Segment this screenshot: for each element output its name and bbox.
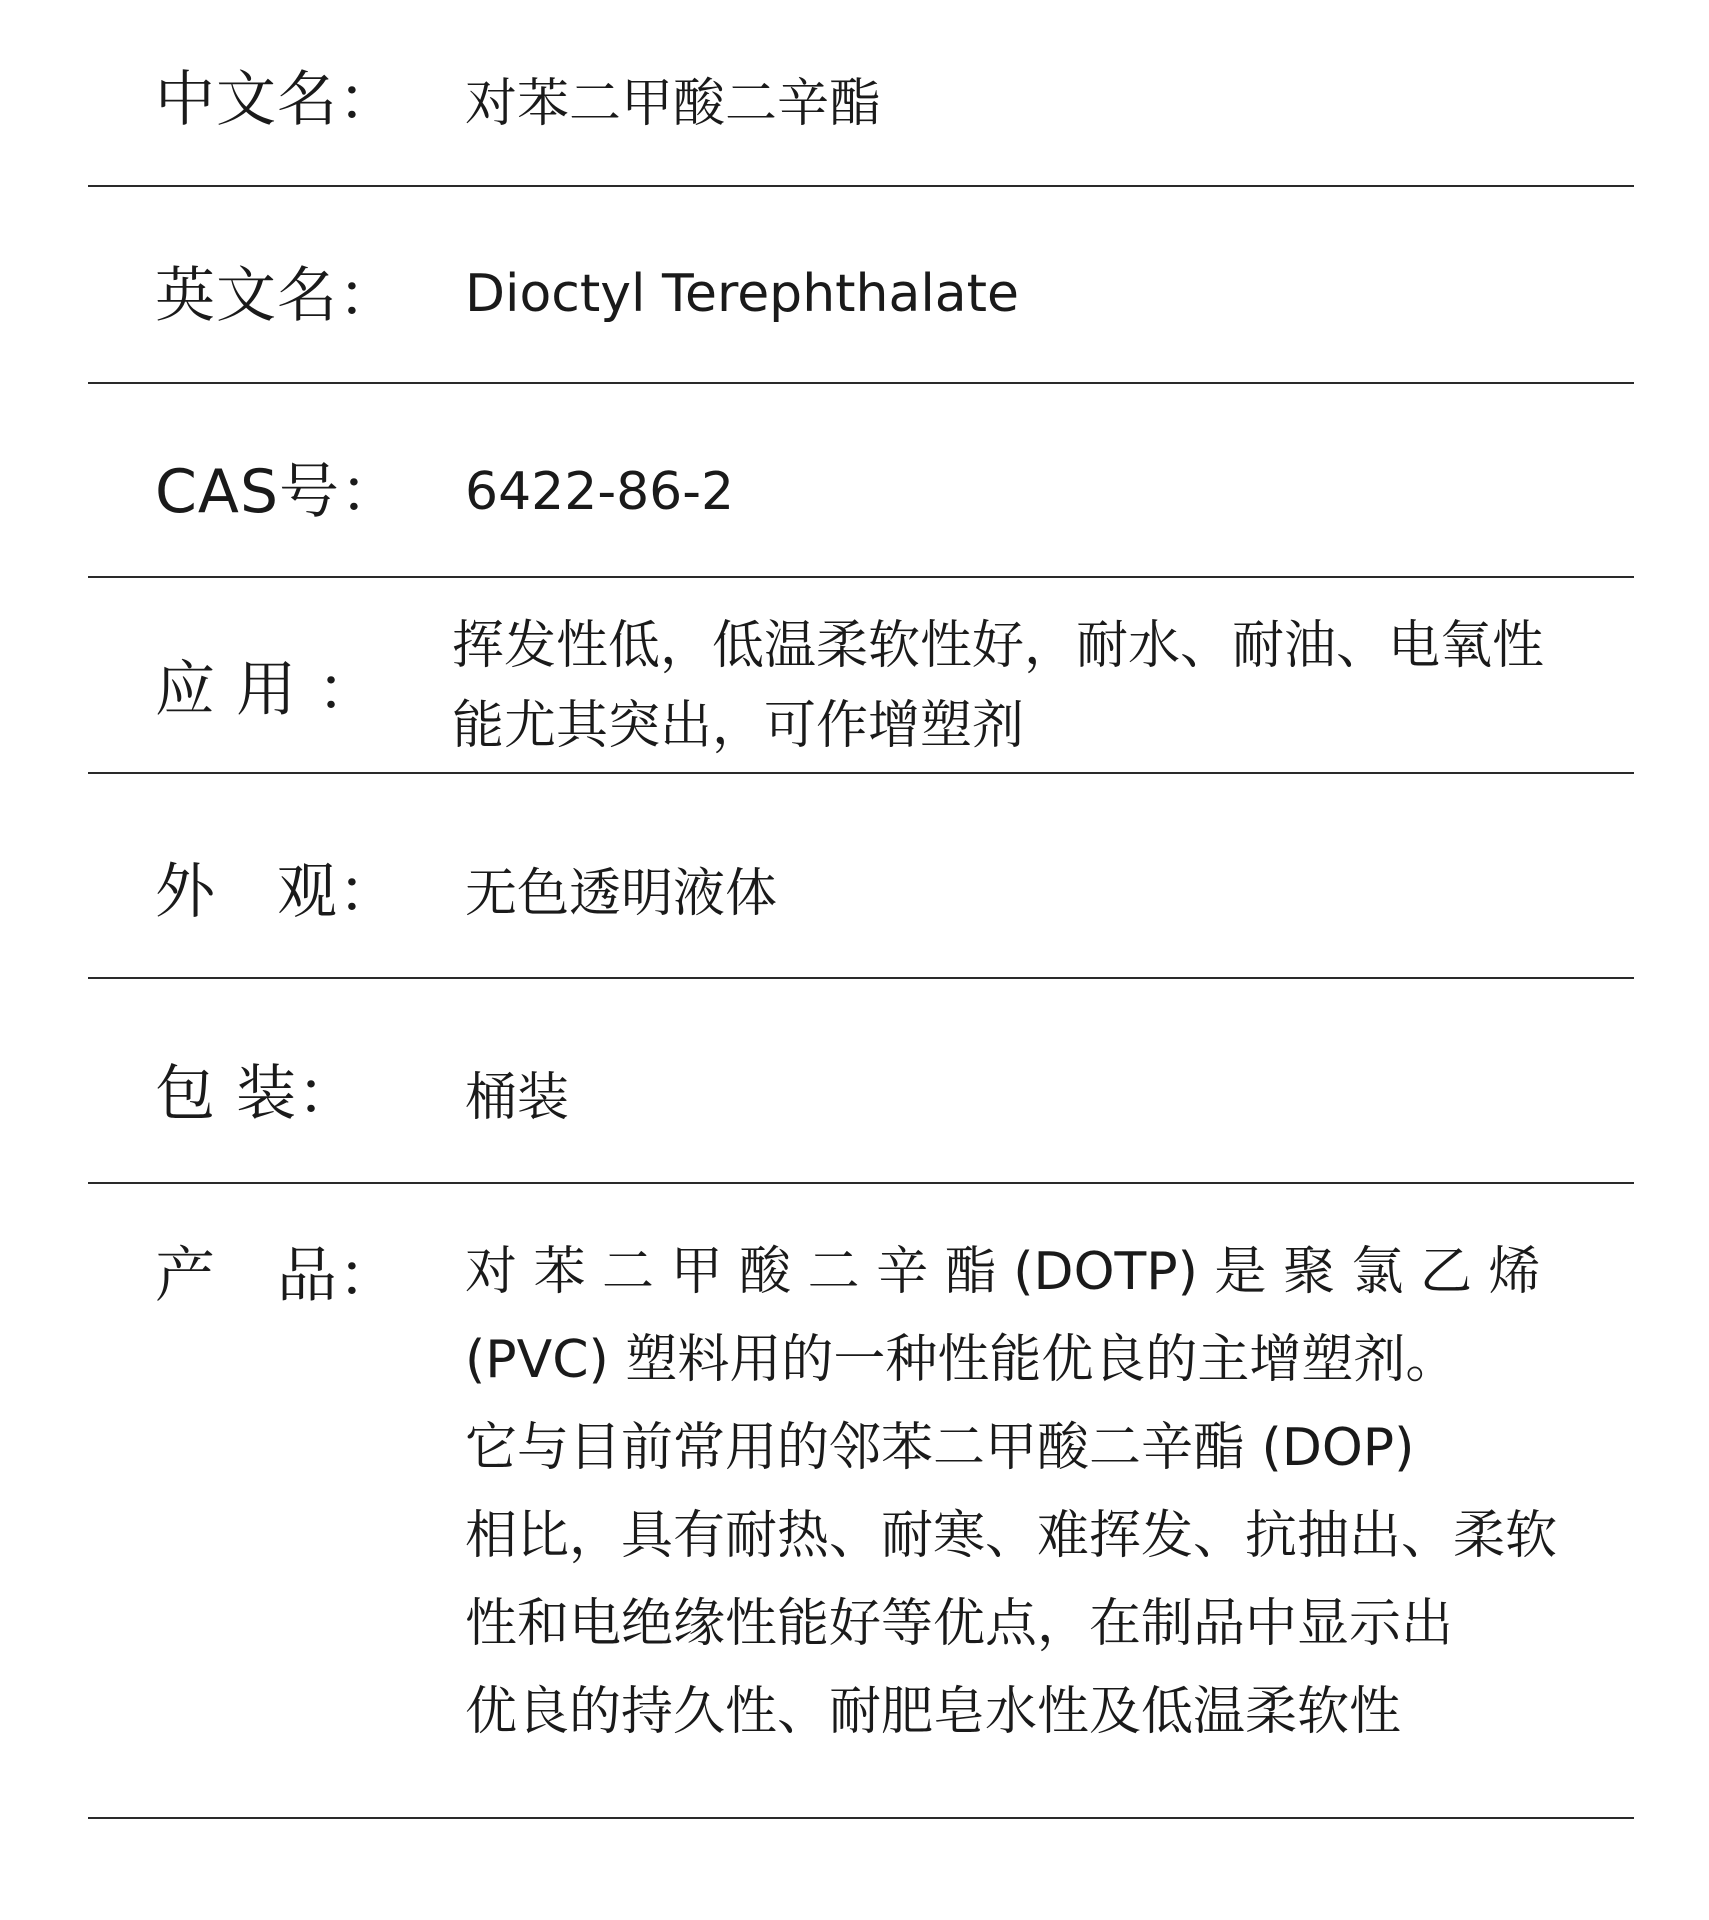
field-value-packaging: 桶装 — [465, 1068, 570, 1128]
field-label-packaging: 包 装： — [155, 1059, 359, 1129]
field-label-chinese-name: 中文名： — [155, 65, 399, 135]
product-line: (PVC) 塑料用的一种性能优良的主增塑剂。 — [465, 1330, 1458, 1390]
product-line: 性和电绝缘性能好等优点，在制品中显示出 — [465, 1594, 1454, 1654]
divider — [88, 977, 1634, 979]
field-label-cas: CAS号： — [155, 457, 402, 527]
divider — [88, 1817, 1634, 1819]
product-line: 对 苯 二 甲 酸 二 辛 酯 (DOTP) 是 聚 氯 乙 烯 — [465, 1242, 1541, 1302]
field-label-product: 产 品： — [155, 1241, 399, 1311]
field-value-appearance: 无色透明液体 — [465, 864, 778, 924]
product-line: 优良的持久性、耐肥皂水性及低温柔软性 — [465, 1682, 1402, 1742]
divider — [88, 1182, 1634, 1184]
field-value-application — [452, 616, 1545, 756]
divider — [88, 185, 1634, 187]
divider — [88, 772, 1634, 774]
product-line: 相比，具有耐热、耐寒、难挥发、抗抽出、柔软 — [465, 1506, 1558, 1566]
divider — [88, 382, 1634, 384]
field-label-appearance: 外 观： — [155, 857, 399, 927]
product-line: 它与目前常用的邻苯二甲酸二辛酯 (DOP) — [465, 1418, 1415, 1478]
field-value-product — [465, 1242, 1558, 1742]
application-line: 能尤其突出，可作增塑剂 — [452, 696, 1025, 756]
application-line: 挥发性低，低温柔软性好，耐水、耐油、电氧性 — [452, 616, 1545, 676]
field-value-english-name: Dioctyl Terephthalate — [465, 264, 1020, 324]
divider — [88, 576, 1634, 578]
field-value-cas: 6422-86-2 — [465, 462, 735, 522]
field-label-application: 应 用 ： — [155, 655, 379, 725]
field-value-chinese-name: 对苯二甲酸二辛酯 — [465, 74, 882, 134]
field-label-english-name: 英文名： — [155, 261, 399, 331]
